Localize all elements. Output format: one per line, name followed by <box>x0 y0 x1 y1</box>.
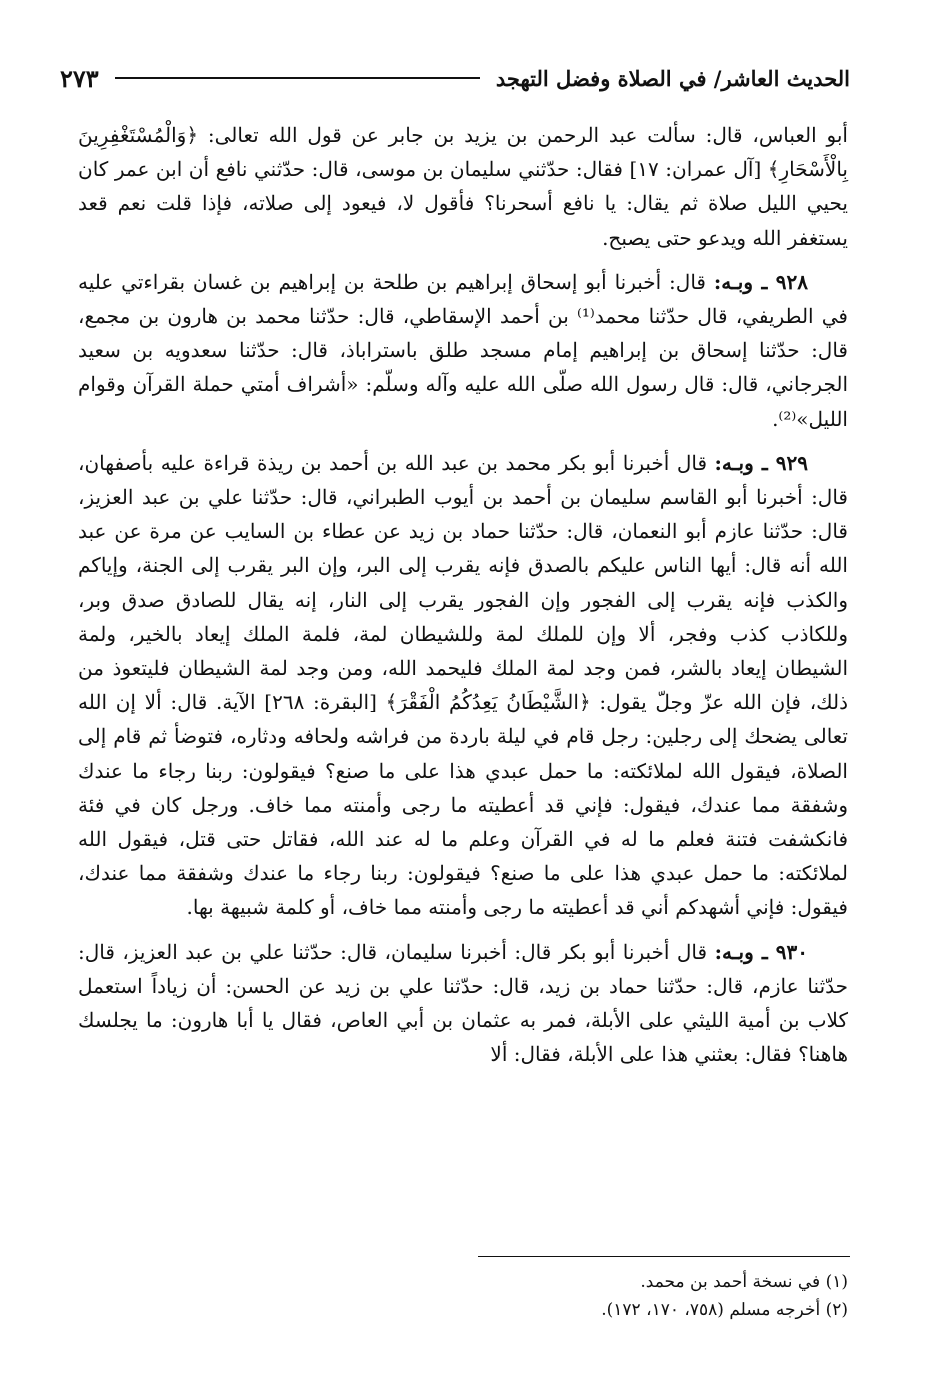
paragraph-continuation <box>78 118 848 255</box>
chapter-title: الحديث العاشر/ في الصلاة وفضل التهجد <box>495 65 850 91</box>
hadith-930 <box>78 935 848 1072</box>
paragraph-text: قال أخبرنا أبو بكر قال: أخبرنا سليمان، قال: حدّثنا علي بن عبد العزيز، قال: حدّثنا عازم، قال: حدّثنا حماد بن زيد، قال: حدّثنا علي بن زيد عن الحسن: أن زياداً استعمل كلاب بن أمية الليثي على الأبلة، فمر به عثمان بن أبي العاص، فقال يا أبا هارون: ما يجلسك هاهنا؟ فقال: بعثني هذا على الأبلة، فقال: ألا <box>78 939 848 1067</box>
hadith-number: ٩٢٨ ـ وبـه: <box>713 269 808 294</box>
footnote: (١) في نسخة أحمد بن محمد. <box>640 1272 848 1292</box>
paragraph-text: قال أخبرنا أبو بكر محمد بن عبد الله بن أحمد بن ريذة قراءة عليه بأصفهان، قال: أخبرنا أبو القاسم سليمان بن أحمد بن أيوب الطبراني، قال: حدّثنا علي بن عبد العزيز، قال: حدّثنا عازم أبو النعمان، قال: حدّثنا حماد بن زيد عن عطاء بن السايب عن مرة عن عبد الله أنه قال: أيها الناس عليكم بالصدق فإنه يقرب إلى البر، وإن البر يقرب إلى الجنة، وإياكم والكذب فإنه يقرب إلى الفجور وإن الفجور يقرب إلى النار، إنه يقال للصادق صدق وبر، وللكاذب كذب وفجر، ألا وإن للملك لمة وللشيطان لمة، فلمة الملك إيعاد بالخير، ولمة الشيطان إيعاد بالشر، فمن وجد لمة الملك فليحمد الله، ومن وجد لمة الشيطان فليتعوذ من ذلك، فإن الله عزّ وجلّ يقول: ﴿الشَّيْطَانُ يَعِدُكُمُ الْفَقْرَ﴾ [البقرة: ٢٦٨] الآية. قال: ألا إن الله تعالى يضحك إلى رجلين: رجل قام في ليلة باردة من فراشه ولحافه ودثاره، فتوضأ ثم قام إلى الصلاة، فيقول الله لملائكته: ما حمل عبدي هذا على ما صنع؟ فيقولون: ربنا رجاء ما عندك وشفقة مما عندك، فيقول: فإني قد أعطيته ما رجى وأمنته مما خاف. ورجل كان في فئة فانكشفت فتنة فعلم ما له في القرآن وعلم ما له عند الله، فقاتل حتى قتل، فيقول الله لملائكته: ما حمل عبدي هذا على ما صنع؟ فيقولون: ربنا رجاء ما عندك وشفقة مما عندك، فيقول: فإني أشهدكم أني قد أعطيته ما رجى وأمنته مما خاف، أو كلمة شبيهة بها. <box>78 450 849 920</box>
page-number: ٢٧٣ <box>60 63 99 93</box>
hadith-928 <box>78 265 848 436</box>
footnotes <box>78 1268 848 1324</box>
main-text <box>78 118 848 1081</box>
paragraph-text: أبو العباس، قال: سألت عبد الرحمن بن يزيد بن جابر عن قول الله تعالى: ﴿وَالْمُسْتَغْفِرِينَ بِالْأَسْحَارِ﴾ [آل عمران: ١٧] فقال: حدّثني سليمان بن موسى، قال: حدّثني نافع أن ابن عمر كان يحيي الليل صلاة ثم يقال: يا نافع أسحرنا؟ فأقول لا، فيعود إلى صلاته، فإذا قلت نعم قعد يستغفر الله ويدعو حتى يصبح. <box>78 123 848 250</box>
footnote: (٢) أخرجه مسلم (٧٥٨، ١٧٠، ١٧٢). <box>601 1300 848 1320</box>
hadith-number: ٩٢٩ ـ وبـه: <box>714 450 809 475</box>
header-rule <box>115 77 480 79</box>
footnote-separator <box>478 1256 850 1257</box>
hadith-number: ٩٣٠ ـ وبـه: <box>714 939 808 964</box>
running-header <box>60 58 850 98</box>
hadith-929 <box>78 446 848 925</box>
paragraph-text: قال: أخبرنا أبو إسحاق إبراهيم بن طلحة بن إبراهيم بن غسان بقراءتي عليه في الطريفي، قال حدّثنا محمد⁽¹⁾ بن أحمد الإسقاطي، قال: حدّثنا محمد بن هارون بن مجمع، قال: حدّثنا إسحاق بن إبراهيم إمام مسجد طلق باستراباذ، قال: حدّثنا سعدويه بن سعيد الجرجاني، قال: قال رسول الله صلّى الله عليه وآله وسلّم: «أشراف أمتي حملة القرآن وقوام الليل»⁽²⁾. <box>78 269 848 431</box>
